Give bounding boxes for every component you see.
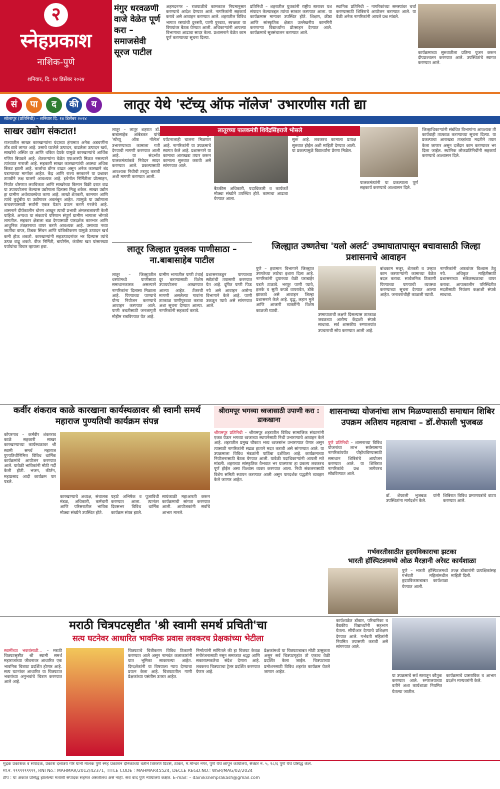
editorial-letter-3: द <box>46 97 62 113</box>
ramayana-title: श्रीरामपूर भगव्या ध्वजासाठी उपाणी करा : डाकखाना <box>218 407 320 424</box>
bottom-right-body-3: कार्यक्रमाचे प्रास्ताविक व आभार प्रदर्शन मान्यवरांनी केले. <box>446 673 496 684</box>
karvir-title: कर्वीर शंकराव काळे कारखाना कार्यस्थळावर श्री स्वामी समर्थ महाराज पुण्यतिथी कार्यक्रम संपन्न <box>13 406 201 427</box>
film-poster <box>66 648 124 756</box>
editorial-title: साखर उद्योग संकटात! <box>4 127 77 137</box>
inline-heading-ramayana: श्रीरामपूर प्रतिनिधी <box>214 430 243 435</box>
edition-date: शनिवार, दि. १४ डिसेंबर २०२४ <box>27 77 85 83</box>
guardian-minister-photo <box>360 127 418 177</box>
statue-article-body-1: लातूर – लातूर शहरात डॉ. बाबासाहेब आंबेडकर यांचे 'स्टॅच्यू ऑफ नॉलेज' उभारण्याच्या कामाला गती देण्याची मागणी करण्यात आली आहे. या संदर्भात पालकमंत्र्यांकडे निवेदन सादर करण्यात आले. प्रकल्पासाठी आवश्यक निधीची तरतूद करावी अशी मागणी करण्यात आली. <box>112 127 160 179</box>
ramayana-header <box>214 406 324 428</box>
heat-alert-body-4: नागरिकांनी अफवांवर विश्वास ठेवू नये. अधिकृत माहितीसाठी प्रशासनाच्या संकेतस्थळाचा वापर करावा. आपत्कालीन परिस्थितीत मदतीसाठी नियंत्रण कक्षाशी संपर्क साधावा. <box>440 266 496 298</box>
inline-heading-pune: पुणे प्रतिनिधी <box>328 440 349 445</box>
ramayana-body: श्रीरामपूर प्रतिनिधी – श्रीरामपूर शहरातील विविध सामाजिक संघटनांनी एकत्र येऊन भगव्या ध्वजाच्या स्थापनेसाठी निधी उभारण्याचे आवाहन केले आहे. शहरातील प्रमुख चौकात भव्य ध्वजस्तंभ उभारण्यात येणार असून त्यासाठी नागरिकांनी सढळ हाताने मदत करावी असे सांगण्यात आले. या उपक्रमाला विविध मंडळांनी पाठिंबा दर्शविला आहे. कार्यक्रमाच्या नियोजनासाठी बैठक घेण्यात आली. यावेळी पदाधिकाऱ्यांनी आपली मते मांडली. शहराच्या सांस्कृतिक वैभवात भर घालणारा हा प्रकल्प लवकरच पूर्ण होईल असा विश्वास व्यक्त करण्यात आला. निधी संकलनासाठी विशेष समिती स्थापन करण्यात आली असून पारदर्शक पद्धतीने व्यवहार केले जाणार आहेत. <box>214 430 324 482</box>
karvir-body-3: पहाटे अभिषेक व पूजाविधी करण्यात आला. त्यानंतर दिवसभर विविध धार्मिक कार्यक्रम संपन्न झाले. <box>111 494 159 515</box>
karvir-body-2: कारखान्याचे अध्यक्ष, संचालक मंडळ, अधिकारी, कर्मचारी आणि परिसरातील भाविक मोठ्या संख्येने उपस्थित होते. <box>60 494 108 515</box>
statue-article-body-4: सुरू आहे. लवकरच कामाला प्रत्यक्ष सुरुवात होईल अशी माहिती देण्यात आली. या प्रकल्पामुळे विद्यार्थ्यांना प्रेरणा मिळेल. <box>292 137 356 153</box>
scheme-body-3: शिबिरात विविध प्रमाणपत्रांचे वाटप करण्यात आले. <box>443 493 496 504</box>
film-title: मराठी चित्रपटसृष्टीत 'श्री स्वामी समर्थ प्रचिती'चा <box>69 618 267 632</box>
issue-number-badge: २ <box>44 3 68 27</box>
dateline-strip: सोलापूर (प्रतिनिधी) – शनिवार दि. १४ डिसेंबर २०२४ <box>0 116 500 124</box>
editorial-letter-4: की <box>66 97 82 113</box>
heat-alert-photo <box>318 266 376 310</box>
pregnancy-body-1: पुणे – भारती हॉस्पिटलमध्ये गर्भवती महिलांमधील हृदयविकाराबाबत कार्यशाळा घेण्यात आली. <box>402 568 448 589</box>
latur-reporter-banner: लातूरच्या पालकमंत्री शिवेंद्रसिंहराजे भोसले <box>160 126 360 136</box>
scheme-photo <box>386 440 496 490</box>
latur-district-body-1: लातूर – जिल्ह्यातील धरणांमध्ये पाणीसाठा समाधानकारक असल्याने नागरिकांना दिलासा मिळाला आहे. पिण्याच्या पाण्याचे योग्य नियोजन करण्याचे आवाहन करण्यात आले. पाणी बचतीसाठी जनजागृती मोहीम राबविण्यात येत आहे. <box>112 272 156 319</box>
masthead <box>0 0 112 92</box>
film-body-1: स्वामींच्या भक्तांसाठी... – मराठी चित्रपटसृष्टीत श्री स्वामी समर्थ महाराजांच्या जीवनावर आधारित एक भावनिक चित्रपट प्रदर्शित होणार आहे. सत्य घटनांवर आधारित या चित्रपटात भक्तांच्या अनुभवांचे चित्रण करण्यात आले आहे. <box>4 648 62 685</box>
editorial-letter-1: सं <box>6 97 22 113</box>
bottom-right-photo <box>392 618 496 670</box>
scheme-body-1: पुणे प्रतिनिधी – शासनाच्या विविध योजनांचा लाभ सर्वसामान्य नागरिकांपर्यंत पोहोचविण्यासाठी समाधान शिबिरांचे आयोजन करण्यात आले. या शिबिरात नागरिकांचे प्रश्न जागेवरच सोडविण्यात आले. <box>328 440 382 477</box>
top-column-2: प्रतिनिधी – शहरातील युवकांनी राष्ट्रीय स्तरावर यश संपादन केल्याबद्दल त्यांचा सत्कार करण्यात आला. या कार्यक्रमास मान्यवर उपस्थित होते. शिक्षण, क्रीडा आणि सांस्कृतिक क्षेत्रात उल्लेखनीय कामगिरी करणाऱ्या विद्यार्थ्यांना प्रोत्साहन देण्यात आले. कार्यक्रमाचे सूत्रसंचालन करण्यात आले. <box>250 4 332 36</box>
karvir-photo <box>60 432 210 490</box>
heat-alert-body-1: पुणे – हवामान विभागाने जिल्ह्यात उष्णतेच्या लाटेचा इशारा दिला आहे. नागरिकांनी दुपारच्या वेळी घराबाहेर पडणे टाळावे. भरपूर पाणी प्यावे, हलके व सुती कपडे वापरावेत, डोके झाकावे असे आवाहन जिल्हा प्रशासनाने केले आहे. वृद्ध, लहान मुले आणि आजारी व्यक्तींनी विशेष काळजी घ्यावी. <box>256 266 314 313</box>
scheme-title: शासनाच्या योजनांचा लाभ मिळण्यासाठी समाधान शिबिर उपक्रम अतिशय महत्वाचा – डॉ.शेफाली भुजबळ <box>329 406 495 427</box>
statue-article-body-3: बैठकीस अधिकारी, पदाधिकारी व कार्यकर्ते मोठ्या संख्येने उपस्थित होते. कामाचा आढावा घेण्यात आला. <box>214 186 288 202</box>
footer-line-2: मो.नं. ९९९९९९९९९९, RNI No.: MAHMAR/2012/42371, TITLE CODE : MAHMAR45524, DECLE REGD.NO.: WSR/MAG/02/2024 <box>3 769 253 774</box>
top-column-3: स्थानिक प्रतिनिधी – नागरिकांच्या समस्यांवर चर्चा करण्यासाठी शिबिराचे आयोजन करण्यात आले. या वेळी अनेक नागरिकांनी आपले प्रश्न मांडले. <box>336 4 416 20</box>
footer <box>0 760 500 789</box>
scheme-body-2: डॉ. शेफाली भुजबळ यांनी उपस्थितांना मार्गदर्शन केले. <box>386 493 440 504</box>
latur-district-box <box>112 242 252 271</box>
top-column-4: कार्यक्रमाच्या सुरुवातीला प्रतिमा पूजन करून दीपप्रज्वलन करण्यात आले. उपस्थितांचे स्वागत करण्यात आले. <box>418 50 496 66</box>
bottom-right-body-2: या उपक्रमाचे सर्व स्तरातून कौतुक करण्यात आले. रुग्णालयाच्या वतीने अशा कार्यशाळा नियमित घेतल्या जातील. <box>392 673 442 694</box>
pregnancy-photo <box>328 568 398 614</box>
pregnancy-title: गर्भवरतीसाठीत हृदयविकाराचा झटका <box>367 548 457 556</box>
heat-alert-title: जिल्ह्यात उष्णतेचा 'यलो अलर्ट' उष्माघातापासून बचावासाठी जिल्हा प्रशासनाचे आवाहन <box>271 242 481 263</box>
statue-article-body-5: पालकमंत्र्यांनी या प्रकल्पाला पूर्ण सहकार्य करण्याचे आश्वासन दिले. <box>360 180 418 191</box>
pregnancy-subtitle: भारती हॉस्पिटलमध्ये ओळ मैरज्ञानी अरेस्ट कार्यशाळा <box>348 557 476 565</box>
film-subtitle: सत्य घटनेवर आधारित भावनिक प्रवास लवकरच प्रेक्षकांच्या भेटीला <box>72 634 264 643</box>
editorial-letter-2: पा <box>26 97 42 113</box>
heat-alert-body-2: उष्माघाताची लक्षणे दिसल्यास तात्काळ जवळच्या आरोग्य केंद्राशी संपर्क साधावा. सर्व शासकीय रुग्णालयांत उपचाराची सोय करण्यात आली आहे. <box>318 312 376 333</box>
latur-district-title: लातूर जिल्हात युवलक पाणीसाठा – ना.बाबासाहेब पाटील <box>127 245 237 266</box>
pregnancy-body-2: तज्ज्ञ डॉक्टरांनी प्रत्यक्षिकांसह माहिती दिली. <box>451 568 496 579</box>
latur-district-body-3: प्रशासनाकडून पाण्याच्या स्त्रोतांची तपासणी करण्यात येत आहे. दूषित पाणी पिऊ नये असे आवाहन आरोग्य विभागाने केले आहे. पाणी उकळून प्यावे असे सांगण्यात आले. <box>206 272 252 309</box>
footer-line-1: मुद्रक प्रकाशक व संपादक, प्रकाश दत्तात्रय गोरे यांनी मालक पुणे स्नेह प्रकाशन दैनिकाच्या वतीने त्रिशरण प्रिंटर्स, ठाकर, म.मोन्डर नगर, पुणे येथे छापून कार्यालय, सेक्टर नं. ५, १८/६ पुणे येथे प्रसिद्ध केले. <box>3 762 313 767</box>
paper-subtitle: नाशिक-पुणे <box>37 58 75 68</box>
top-teaser: मंगुर धरवळणी वाजे वेळेत पूर्ण करा – समाजसेवी सूरज पाटील <box>114 4 161 58</box>
karvir-body-1: कोपरगाव – कर्मवीर शंकरराव काळे सहकारी साखर कारखान्याच्या कार्यस्थळावर श्री स्वामी समर्थ महाराज पुण्यतिथीनिमित्त विविध धार्मिक कार्यक्रमांचे आयोजन करण्यात आले. यावेळी भाविकांनी मोठी गर्दी केली होती. भजन, कीर्तन, महाप्रसाद आदी कार्यक्रम पार पडले. <box>4 432 56 484</box>
karvir-divider <box>0 404 500 405</box>
statue-article-body-6: जिल्हाधिकाऱ्यांनी संबंधित विभागांना आवश्यक ती कार्यवाही तात्काळ करण्याच्या सूचना दिल्या. या प्रकल्पाचा आराखडा तज्ज्ञांच्या मदतीने तयार केला जाणार असून दर्जेदार काम करण्यावर भर दिला जाईल. स्थानिक लोकप्रतिनिधींनी सहकार्य करण्याचे आश्वासन दिले. <box>422 127 496 159</box>
editorial-main-heading: लातूर येथे 'स्टॅच्यू ऑफ नॉलेज' उभारणीस गती द्या <box>124 97 367 113</box>
heat-alert-body-3: बांधकाम मजूर, शेतकरी व उन्हात काम करणाऱ्यांनी कामाच्या वेळेत बदल करावा. सार्वजनिक ठिकाणी पिण्याच्या पाण्याची व्यवस्था करण्याच्या सूचना देण्यात आल्या आहेत. जनावरांचीही काळजी घ्यावी. <box>380 266 436 298</box>
inline-heading-film: स्वामींच्या भक्तांसाठी... <box>4 648 43 653</box>
statue-article-body-2: पर्यटनालाही चालना मिळणार आहे. नागरिकांनी या उपक्रमाचे स्वागत केले आहे. प्रशासनाने या कामाचा आराखडा तयार करून कामाला सुरुवात करावी असे सांगण्यात आले. <box>163 137 211 169</box>
editorial-band <box>0 92 500 118</box>
paper-title: स्नेहप्रकाश <box>20 30 92 52</box>
bottom-right-body-1: कार्यशाळेत डॉक्टर, परिचारिका व वैद्यकीय विद्यार्थ्यांनी सहभाग घेतला. सीपीआर देण्याचे प्रशिक्षण देण्यात आले. गर्भवती महिलांनी नियमित तपासणी करावी असे सांगण्यात आले. <box>336 618 388 650</box>
top-photo <box>418 4 496 48</box>
film-body-3: निर्मात्यांनी सांगितले की हा चित्रपट केवळ मनोरंजनासाठी नसून समाजात श्रद्धा आणि सकारात्मकतेचा संदेश देणारा आहे. लवकरच चित्रपटाचा ट्रेलर प्रदर्शित करण्यात येणार आहे. <box>196 648 260 674</box>
film-body-4: प्रेक्षकांमध्ये या चित्रपटाबाबत मोठी उत्सुकता असून सर्व चित्रपटगृहांत तो एकाच वेळी प्रदर्शित केला जाईल. चित्रपटाच्या प्रमोशनसाठी विविध शहरांत कार्यक्रम घेतले जाणार आहेत. <box>264 648 330 674</box>
karvir-body-4: सायंकाळी महाआरती करून कार्यक्रमाची सांगता करण्यात आली. आयोजकांनी सर्वांचे आभार मानले. <box>162 494 210 515</box>
latur-district-body-2: ग्रामीण भागातील पाणी टंचाई दूर करण्यासाठी विशेष उपाययोजना आखण्यात आल्या आहेत. टँकरची मागणी असलेल्या गावांना तात्काळ पाणीपुरवठा करावा अशा सूचना देण्यात आल्या. नागरिकांनी सहकार्य करावे. <box>159 272 203 314</box>
top-column-1: अहमदनगर – रात्रपाळीचे कामकाज नियमानुसार करण्याचे आदेश देण्यात आले. नागरिकांनी सहकार्य करावे असे आवाहन करण्यात आले. शहरातील विविध भागात रस्त्यांची दुरुस्ती, पाणी पुरवठा, स्वच्छता या विषयांवर बैठक घेण्यात आली. अधिकाऱ्यांनी आपल्या विभागाचा आढावा सादर केला. प्रशासनाने वेळेत काम पूर्ण करण्याच्या सूचना दिल्या. <box>166 4 246 41</box>
film-body-2: चित्रपटाचे चित्रीकरण विविध ठिकाणी करण्यात आले असून नामवंत कलाकारांनी यात भूमिका साकारल्या आहेत. दिग्दर्शकांनी या विषयाला न्याय देण्याचा प्रयत्न केला आहे. चित्रपटातील गाणी प्रेक्षकांच्या पसंतीस उतरत आहेत. <box>128 648 192 680</box>
editorial-body: राज्यातील साखर कारखान्यांना यंदाच्या हंगामात अनेक अडचणींना तोंड द्यावे लागत आहे. उसाचे घटलेले उत्पादन, वाढलेला उत्पादन खर्च, साखरेचे अस्थिर दर आणि थकित देयके यामुळे कारखान्यांचे आर्थिक गणित बिघडले आहे. शेतकऱ्यांना वेळेत एफआरपी मिळत नसल्याने त्यांच्यात नाराजी आहे. सहकारी साखर कारखान्यांची अवस्था अधिक बिकट झाली आहे. कर्जाचा डोंगर वाढत असून अनेक कारखाने बंद पडण्याच्या मार्गावर आहेत. केंद्र आणि राज्य सरकारने या प्रश्नावर तातडीने लक्ष घालणे आवश्यक आहे. इथेनॉल निर्मितीला प्रोत्साहन, निर्यात धोरणात लवचिकता आणि साखरेच्या किमान विक्री दरात वाढ या उपाययोजना केल्यास उद्योगाला दिलासा मिळू शकेल. साखर उद्योग हा ग्रामीण अर्थव्यवस्थेचा कणा आहे. लाखो शेतकरी, कामगार आणि त्यांचे कुटुंबीय या उद्योगावर अवलंबून आहेत. त्यामुळे या उद्योगाला वाचवण्यासाठी सर्वांनी एकत्र येऊन प्रयत्न करणे गरजेचे आहे. शासनाने दीर्घकालीन धोरण आखून त्याची प्रभावी अंमलबजावणी केली पाहिजे. अन्यथा या संकटाचे परिणाम संपूर्ण ग्रामीण भागाला भोगावे लागतील. सहकार क्षेत्राला बळ देण्यासाठी पारदर्शक कारभार आणि आधुनिक तंत्रज्ञानाचा वापर करणे आवश्यक आहे. उसाच्या नव्या जातींचा वापर, ठिबक सिंचन आणि यांत्रिकीकरण यामुळे उत्पादन खर्च कमी होऊ शकतो. कारखान्यांनी सहउत्पादनांवर भर दिल्यास त्यांचे उत्पन्न वाढू शकते. वीज निर्मिती, बायोगॅस, कंपोस्ट खत यांसारख्या पर्यायांचा विचार व्हायला हवा. <box>4 140 108 250</box>
film-divider <box>0 616 500 617</box>
editorial-letter-5: य <box>86 97 102 113</box>
footer-line-3: टीप : या अंकात प्रसिद्ध झालेल्या मतांशी संपादक सहमत असतीलच असे नाही. सर्व वाद पुणे न्यायालय कक्षेत. E-mail: – dainiksnehprakash@gmail.com <box>3 776 260 781</box>
